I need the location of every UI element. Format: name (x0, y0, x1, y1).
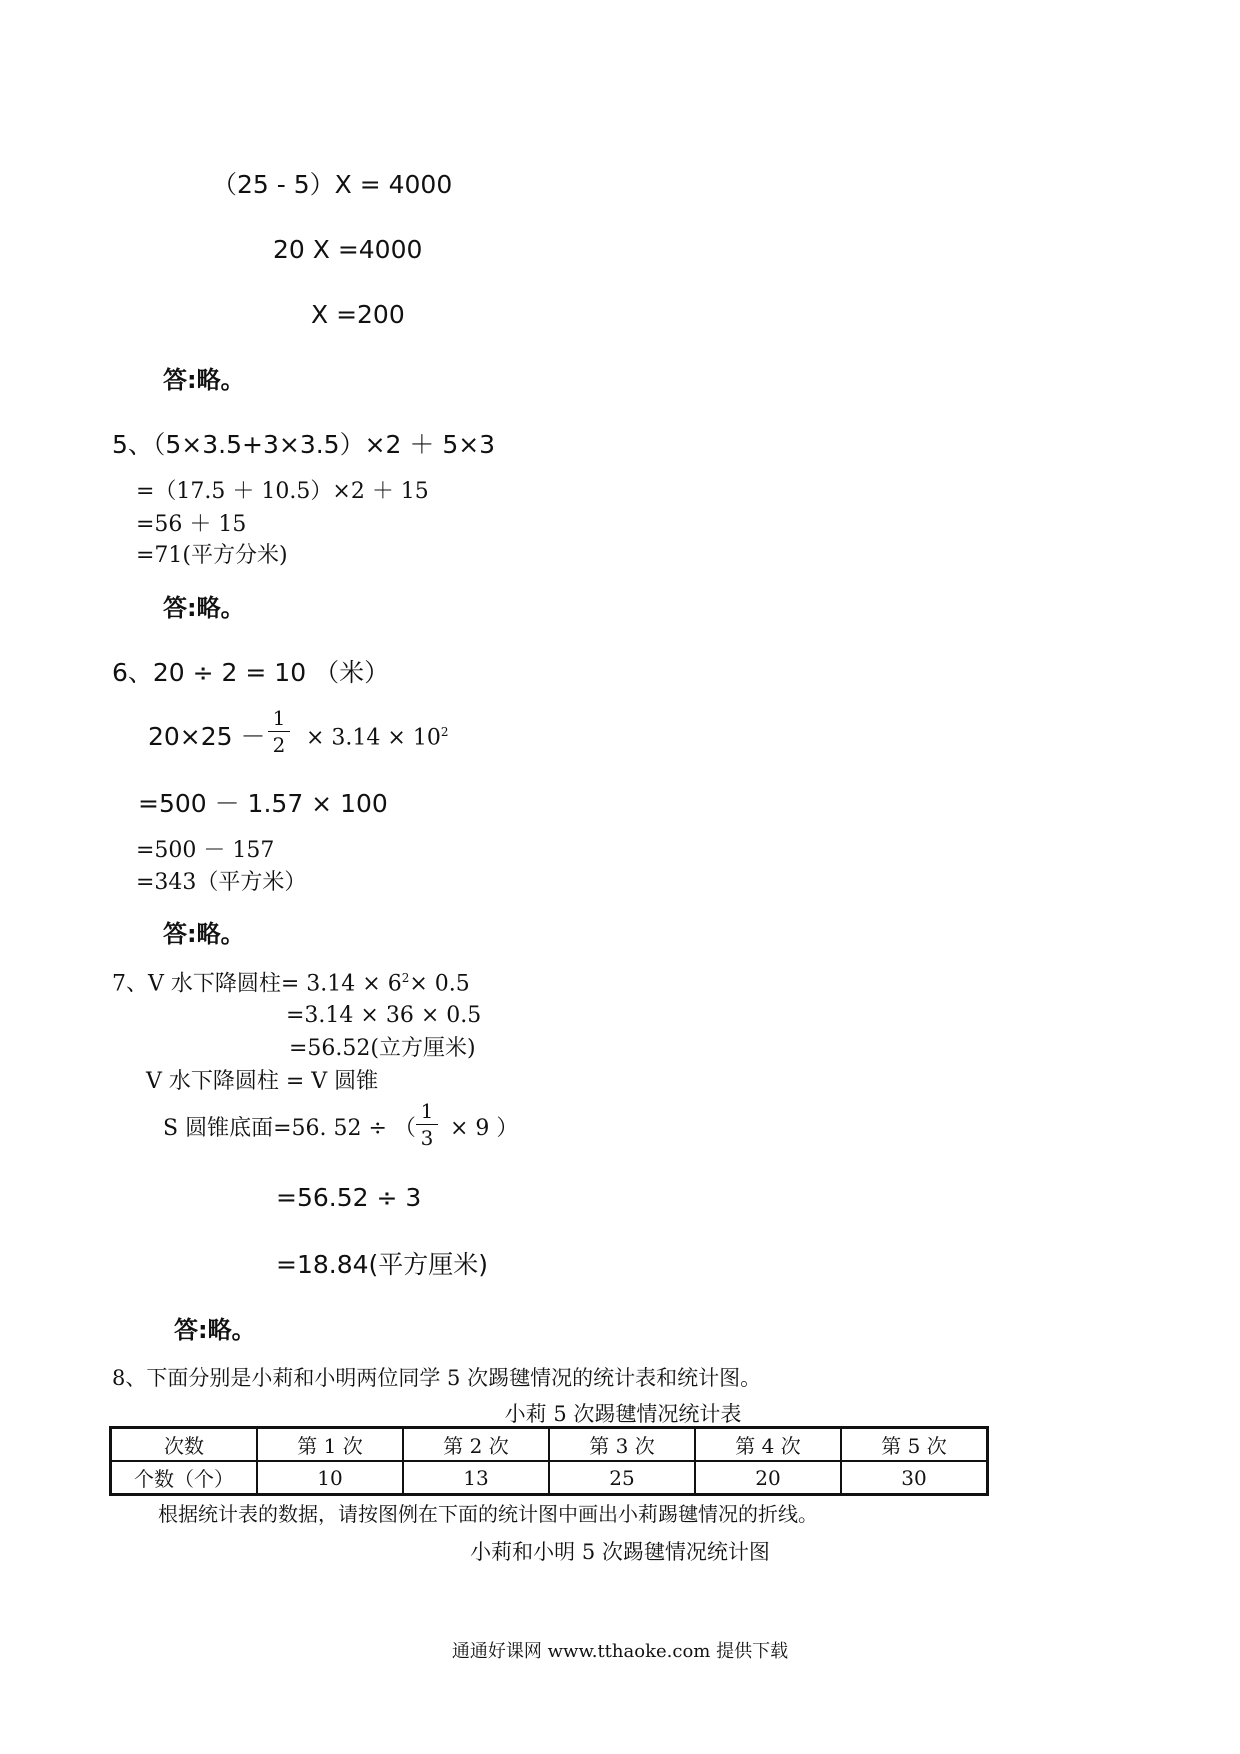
question-6: 6、20 ÷ 2 = 10 （米） (112, 658, 390, 687)
table-title: 小莉 5 次踢毽情况统计表 (504, 1402, 742, 1426)
table-cell: 10 (257, 1461, 403, 1495)
fraction-one-half (268, 708, 290, 755)
equation-line-2: 20 X =4000 (273, 235, 423, 264)
fraction-one-third (416, 1101, 438, 1148)
question-6-step-1-right (306, 726, 448, 749)
table-header-cell: 第 2 次 (403, 1428, 549, 1462)
fraction-bar (416, 1124, 438, 1125)
question-6-step-1-left: 20×25 － (148, 722, 266, 751)
table-header-cell: 第 1 次 (257, 1428, 403, 1462)
question-5-step-3: =71(平方分米) (136, 543, 288, 568)
question-7-step-1: =3.14 × 36 × 0.5 (286, 1003, 482, 1028)
question-7-step-3: V 水下降圆柱 = V 圆锥 (146, 1069, 379, 1094)
question-7-step-6: =18.84(平方厘米) (276, 1250, 489, 1279)
answer-4: 答:略。 (174, 1316, 256, 1344)
question-5-step-1: =（17.5 ＋ 10.5）×2 ＋ 15 (136, 479, 429, 504)
table-header-row (111, 1428, 988, 1462)
question-6-step-2: =500 － 1.57 × 100 (138, 789, 388, 818)
fraction-numerator: 1 (420, 1099, 434, 1123)
question-5: 5、（5×3.5+3×3.5）×2 ＋ 5×3 (112, 430, 496, 459)
question-7-text: 7、V 水下降圆柱= 3.14 × 6 (112, 971, 402, 997)
question-7-step-2: =56.52(立方厘米) (289, 1036, 476, 1061)
question-7-tail: × 0.5 (409, 971, 470, 997)
fraction-numerator: 1 (272, 706, 286, 730)
exponent: 2 (401, 971, 410, 985)
question-5-step-2: =56 ＋ 15 (136, 512, 247, 537)
equation-line-3: X =200 (311, 300, 405, 329)
exponent: 2 (440, 725, 449, 739)
table-header-cell: 第 3 次 (549, 1428, 695, 1462)
fraction-bar (268, 731, 290, 732)
question-6-step-4: =343（平方米） (136, 870, 307, 895)
table-cell: 30 (841, 1461, 988, 1495)
table-header-cell: 第 5 次 (841, 1428, 988, 1462)
instruction-note: 根据统计表的数据，请按图例在下面的统计图中画出小莉踢毽情况的折线。 (158, 1502, 818, 1526)
answer-1: 答:略。 (163, 366, 245, 394)
table-cell: 20 (695, 1461, 841, 1495)
question-8: 8、下面分别是小莉和小明两位同学 5 次踢毽情况的统计表和统计图。 (112, 1366, 762, 1390)
question-7-step-5: =56.52 ÷ 3 (276, 1183, 422, 1212)
table-cell: 个数（个） (111, 1461, 258, 1495)
statistics-table (109, 1426, 989, 1496)
table-cell: 25 (549, 1461, 695, 1495)
table-header-cell: 第 4 次 (695, 1428, 841, 1462)
table-row (111, 1461, 988, 1495)
fraction-denominator: 3 (420, 1126, 434, 1150)
question-7 (112, 972, 470, 995)
table-cell: 13 (403, 1461, 549, 1495)
question-6-step-3: =500 － 157 (136, 838, 275, 863)
answer-3: 答:略。 (163, 920, 245, 948)
question-6-step-1-right-text: × 3.14 × 10 (306, 725, 441, 751)
equation-line-1: （25 - 5）X = 4000 (212, 170, 453, 199)
page-footer: 通通好课网 www.tthaoke.com 提供下载 (451, 1641, 789, 1662)
fraction-denominator: 2 (272, 733, 286, 757)
table-header-cell: 次数 (111, 1428, 258, 1462)
question-7-step-4-left: S 圆锥底面=56. 52 ÷ （ (163, 1116, 416, 1141)
chart-title: 小莉和小明 5 次踢毽情况统计图 (470, 1540, 770, 1564)
question-7-step-4-right: × 9 ） (450, 1116, 519, 1141)
answer-2: 答:略。 (163, 594, 245, 622)
